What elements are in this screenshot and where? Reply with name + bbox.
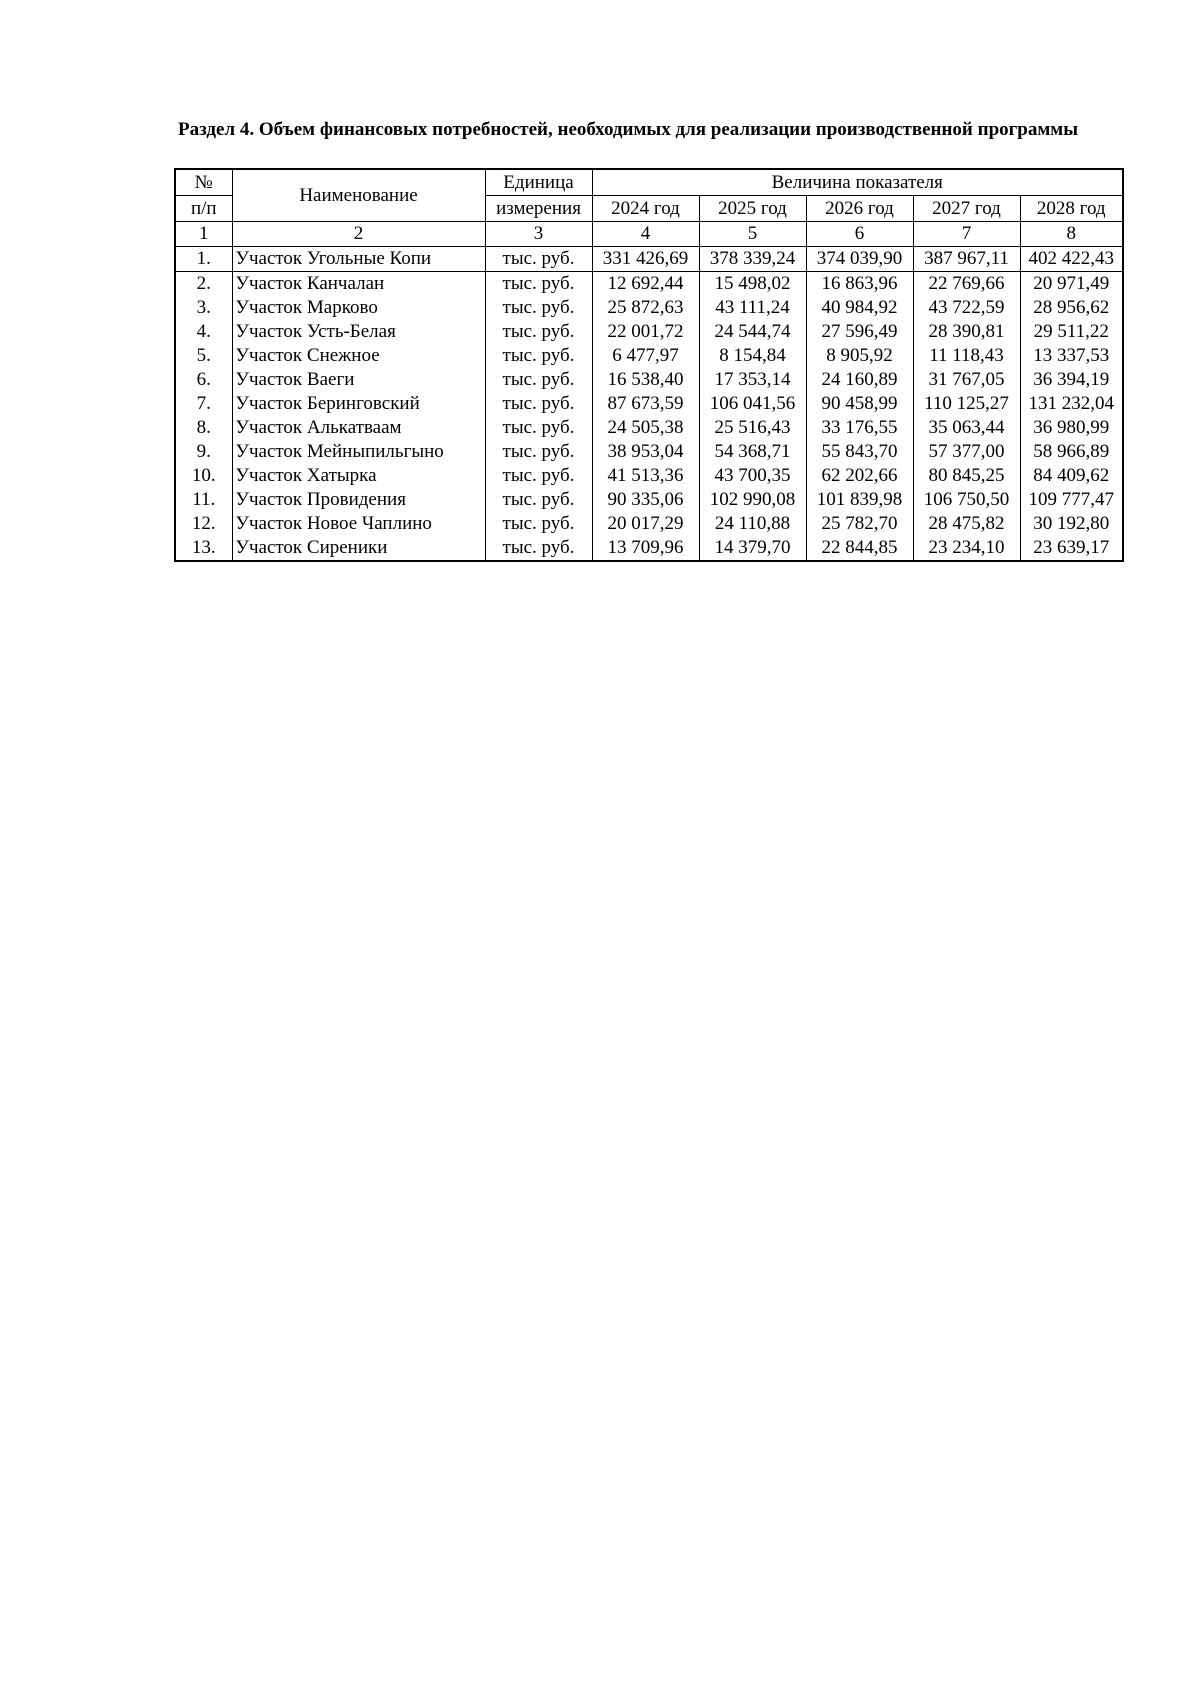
row-unit: тыс. руб. [485,464,592,488]
row-value: 12 692,44 [592,272,699,297]
table-row [175,296,1123,320]
row-number: 2. [175,272,232,297]
row-value: 90 335,06 [592,488,699,512]
col-num-header-line1: № [175,169,232,196]
row-value: 131 232,04 [1020,392,1123,416]
section-heading: Раздел 4. Объем финансовых потребностей, необходимых для реализации производственной программы [178,119,1079,140]
row-value: 84 409,62 [1020,464,1123,488]
row-name: Участок Усть-Белая [232,320,485,344]
row-value: 28 390,81 [913,320,1020,344]
row-value: 22 844,85 [806,536,913,561]
row-number: 12. [175,512,232,536]
table-row [175,368,1123,392]
row-value: 24 110,88 [699,512,806,536]
row-unit: тыс. руб. [485,344,592,368]
row-unit: тыс. руб. [485,247,592,272]
year-header: 2025 год [699,196,806,222]
row-value: 57 377,00 [913,440,1020,464]
row-value: 40 984,92 [806,296,913,320]
header-row-1 [175,169,1123,196]
row-value: 25 782,70 [806,512,913,536]
row-number: 9. [175,440,232,464]
row-value: 30 192,80 [1020,512,1123,536]
row-unit: тыс. руб. [485,488,592,512]
row-value: 20 017,29 [592,512,699,536]
row-value: 22 001,72 [592,320,699,344]
row-value: 24 505,38 [592,416,699,440]
row-value: 80 845,25 [913,464,1020,488]
table-row [175,440,1123,464]
row-name: Участок Алькатваам [232,416,485,440]
column-index: 3 [485,222,592,247]
row-value: 43 111,24 [699,296,806,320]
col-unit-header-line1: Единица [485,169,592,196]
row-value: 374 039,90 [806,247,913,272]
row-value: 35 063,44 [913,416,1020,440]
col-unit-header-line2: измерения [485,196,592,222]
column-index: 5 [699,222,806,247]
col-name-header: Наименование [232,169,485,222]
row-name: Участок Мейныпильгыно [232,440,485,464]
row-value: 8 154,84 [699,344,806,368]
financial-needs-table [174,168,1124,562]
year-header: 2026 год [806,196,913,222]
row-name: Участок Провидения [232,488,485,512]
row-value: 16 538,40 [592,368,699,392]
row-number: 3. [175,296,232,320]
column-index: 6 [806,222,913,247]
row-value: 15 498,02 [699,272,806,297]
row-value: 43 700,35 [699,464,806,488]
row-value: 387 967,11 [913,247,1020,272]
row-value: 90 458,99 [806,392,913,416]
row-value: 331 426,69 [592,247,699,272]
row-number: 6. [175,368,232,392]
row-value: 13 337,53 [1020,344,1123,368]
table-row [175,416,1123,440]
row-value: 36 394,19 [1020,368,1123,392]
table-row [175,272,1123,297]
column-index: 2 [232,222,485,247]
row-value: 378 339,24 [699,247,806,272]
year-header: 2024 год [592,196,699,222]
row-value: 109 777,47 [1020,488,1123,512]
row-value: 36 980,99 [1020,416,1123,440]
row-value: 54 368,71 [699,440,806,464]
row-value: 20 971,49 [1020,272,1123,297]
row-value: 25 516,43 [699,416,806,440]
row-unit: тыс. руб. [485,368,592,392]
table-row [175,344,1123,368]
row-unit: тыс. руб. [485,296,592,320]
row-name: Участок Снежное [232,344,485,368]
row-value: 25 872,63 [592,296,699,320]
row-value: 101 839,98 [806,488,913,512]
table-row [175,464,1123,488]
row-unit: тыс. руб. [485,440,592,464]
row-number: 13. [175,536,232,561]
year-header: 2027 год [913,196,1020,222]
row-value: 106 750,50 [913,488,1020,512]
row-value: 24 160,89 [806,368,913,392]
table-row [175,536,1123,561]
row-number: 11. [175,488,232,512]
table-row [175,247,1123,272]
row-number: 8. [175,416,232,440]
row-value: 27 596,49 [806,320,913,344]
column-index: 8 [1020,222,1123,247]
row-number: 5. [175,344,232,368]
row-value: 24 544,74 [699,320,806,344]
col-num-header-line2: п/п [175,196,232,222]
row-name: Участок Хатырка [232,464,485,488]
row-value: 13 709,96 [592,536,699,561]
row-value: 28 475,82 [913,512,1020,536]
column-index-row [175,222,1123,247]
row-unit: тыс. руб. [485,272,592,297]
row-value: 38 953,04 [592,440,699,464]
row-value: 17 353,14 [699,368,806,392]
row-unit: тыс. руб. [485,536,592,561]
row-number: 4. [175,320,232,344]
row-value: 16 863,96 [806,272,913,297]
row-value: 41 513,36 [592,464,699,488]
row-value: 11 118,43 [913,344,1020,368]
row-value: 102 990,08 [699,488,806,512]
row-name: Участок Новое Чаплино [232,512,485,536]
row-unit: тыс. руб. [485,512,592,536]
row-value: 23 234,10 [913,536,1020,561]
row-number: 7. [175,392,232,416]
row-unit: тыс. руб. [485,416,592,440]
row-value: 31 767,05 [913,368,1020,392]
row-value: 8 905,92 [806,344,913,368]
column-index: 1 [175,222,232,247]
year-header: 2028 год [1020,196,1123,222]
row-value: 87 673,59 [592,392,699,416]
row-name: Участок Канчалан [232,272,485,297]
row-name: Участок Марково [232,296,485,320]
row-value: 402 422,43 [1020,247,1123,272]
table-row [175,512,1123,536]
row-value: 22 769,66 [913,272,1020,297]
row-value: 110 125,27 [913,392,1020,416]
row-value: 28 956,62 [1020,296,1123,320]
row-value: 29 511,22 [1020,320,1123,344]
row-number: 10. [175,464,232,488]
column-index: 4 [592,222,699,247]
row-name: Участок Беринговский [232,392,485,416]
table-row [175,320,1123,344]
row-value: 58 966,89 [1020,440,1123,464]
row-value: 55 843,70 [806,440,913,464]
row-value: 33 176,55 [806,416,913,440]
row-unit: тыс. руб. [485,320,592,344]
row-value: 6 477,97 [592,344,699,368]
row-value: 14 379,70 [699,536,806,561]
value-group-header: Величина показателя [592,169,1123,196]
row-value: 23 639,17 [1020,536,1123,561]
row-name: Участок Угольные Копи [232,247,485,272]
row-name: Участок Ваеги [232,368,485,392]
row-value: 62 202,66 [806,464,913,488]
table-row [175,488,1123,512]
row-value: 106 041,56 [699,392,806,416]
row-name: Участок Сиреники [232,536,485,561]
row-number: 1. [175,247,232,272]
column-index: 7 [913,222,1020,247]
row-unit: тыс. руб. [485,392,592,416]
row-value: 43 722,59 [913,296,1020,320]
table-row [175,392,1123,416]
